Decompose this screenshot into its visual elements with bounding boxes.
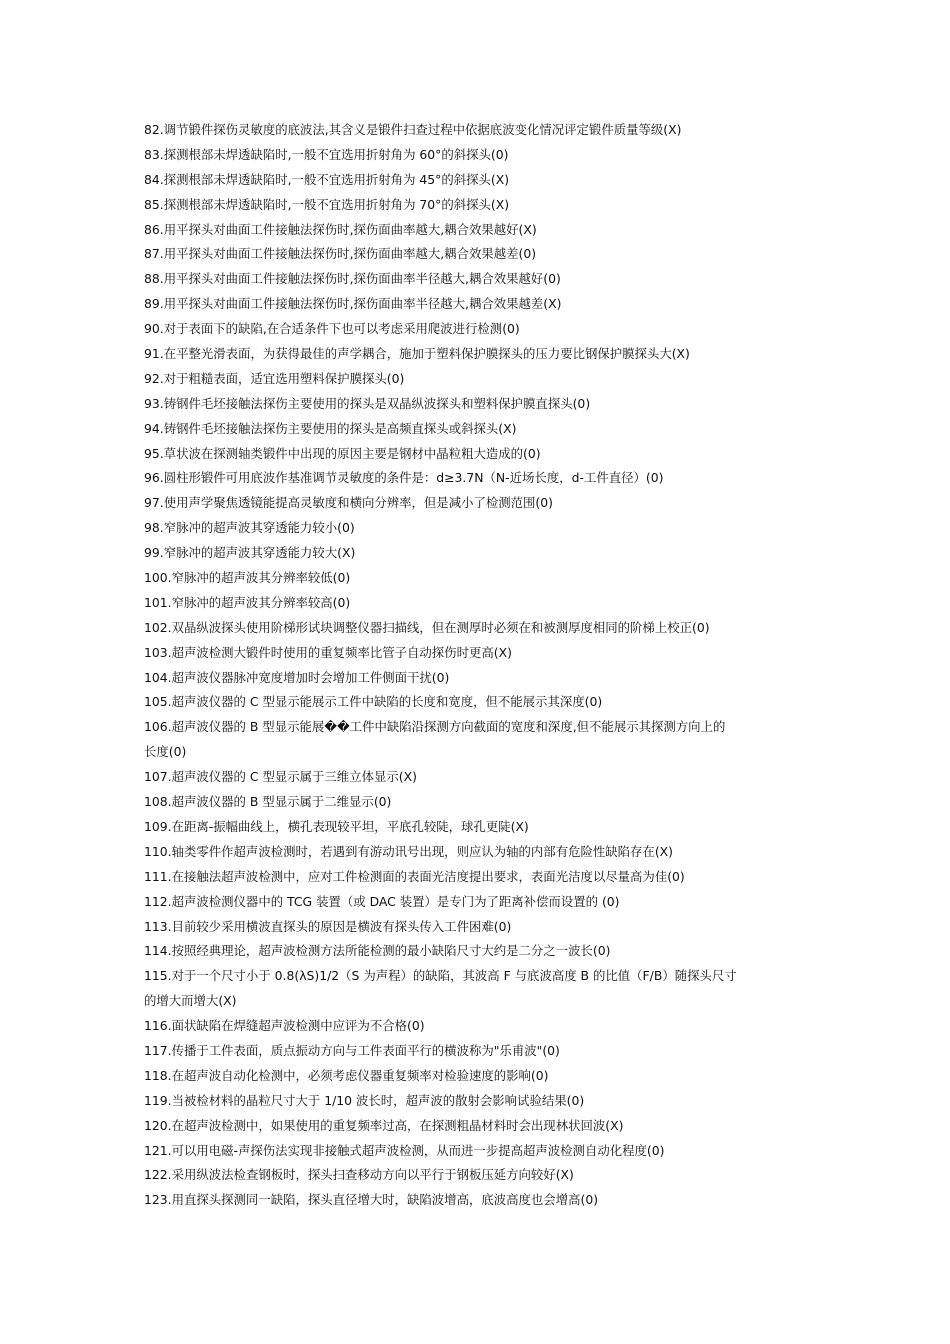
text-line-85: 85.探测根部未焊透缺陷时,一般不宜选用折射角为 70°的斜探头(X): [144, 196, 510, 212]
text-line-123: 123.用直探头探测同一缺陷，探头直径增大时，缺陷波增高，底波高度也会增高(0): [144, 1192, 599, 1208]
text-line-87: 87.用平探头对曲面工件接触法探伤时,探伤面曲率越大,耦合效果越差(0): [144, 246, 537, 262]
text-line-91: 91.在平整光滑表面，为获得最佳的声学耦合，施加于塑料保护膜探头的压力要比钢保护膜探头大(X): [144, 346, 690, 362]
text-line-104: 104.超声波仪器脉冲宽度增加时会增加工件侧面干扰(0): [144, 669, 450, 685]
text-line-113: 113.目前较少采用横波直探头的原因是横波有探头传入工件困难(0): [144, 918, 512, 934]
text-line-116: 116.面状缺陷在焊缝超声波检测中应评为不合格(0): [144, 1018, 425, 1034]
text-line-107: 107.超声波仪器的 C 型显示属于三维立体显示(X): [144, 769, 417, 785]
text-line-115-cont: 的增大而增大(X): [144, 993, 237, 1009]
text-line-100: 100.窄脉冲的超声波其分辨率较低(0): [144, 570, 351, 586]
text-line-96: 96.圆柱形锻件可用底波作基准调节灵敏度的条件是：d≥3.7N（N-近场长度，d-工件直径）(0): [144, 470, 664, 486]
text-line-112: 112.超声波检测仪器中的 TCG 装置（或 DAC 装置）是专门为了距离补偿而设置的 (0): [144, 893, 620, 909]
text-line-115: 115.对于一个尺寸小于 0.8(λS)1/2（S 为声程）的缺陷，其波高 F 与底波高度 B 的比值（F/B）随探头尺寸: [144, 968, 737, 984]
text-line-106-cont: 长度(0): [144, 744, 187, 760]
text-line-102: 102.双晶纵波探头使用阶梯形试块调整仪器扫描线，但在测厚时必须在和被测厚度相同的阶梯上校正(0): [144, 619, 710, 635]
text-line-119: 119.当被检材料的晶粒尺寸大于 1/10 波长时，超声波的散射会影响试验结果(0): [144, 1092, 585, 1108]
text-line-106: 106.超声波仪器的 B 型显示能展��工件中缺陷沿探测方向截面的宽度和深度,但不能展示其探测方向上的: [144, 719, 726, 735]
text-line-109: 109.在距离-振幅曲线上，横孔表现较平坦，平底孔较陡，球孔更陡(X): [144, 818, 529, 834]
text-line-118: 118.在超声波自动化检测中，必须考虑仪器重复频率对检验速度的影响(0): [144, 1067, 549, 1083]
text-line-95: 95.草状波在探测轴类锻件中出现的原因主要是钢材中晶粒粗大造成的(0): [144, 445, 541, 461]
text-line-121: 121.可以用电磁-声探伤法实现非接触式超声波检测，从而进一步提高超声波检测自动化程度(0): [144, 1142, 665, 1158]
text-line-98: 98.窄脉冲的超声波其穿透能力较小(0): [144, 520, 355, 536]
text-line-117: 117.传播于工件表面，质点振动方向与工件表面平行的横波称为"乐甫波"(0): [144, 1042, 560, 1058]
text-line-92: 92.对于粗糙表面，适宜选用塑料保护膜探头(0): [144, 370, 405, 386]
text-line-84: 84.探测根部未焊透缺陷时,一般不宜选用折射角为 45°的斜探头(X): [144, 171, 510, 187]
text-line-94: 94.铸钢件毛坯接触法探伤主要使用的探头是高频直探头或斜探头(X): [144, 420, 517, 436]
text-line-88: 88.用平探头对曲面工件接触法探伤时,探伤面曲率半径越大,耦合效果越好(0): [144, 271, 561, 287]
text-line-105: 105.超声波仪器的 C 型显示能展示工件中缺陷的长度和宽度，但不能展示其深度(0): [144, 694, 603, 710]
text-line-122: 122.采用纵波法检查钢板时，探头扫查移动方向以平行于钢板压延方向较好(X): [144, 1167, 574, 1183]
text-line-114: 114.按照经典理论，超声波检测方法所能检测的最小缺陷尺寸大约是二分之一波长(0): [144, 943, 611, 959]
document-page: [144, 118, 810, 1213]
text-line-99: 99.窄脉冲的超声波其穿透能力较大(X): [144, 545, 356, 561]
text-line-120: 120.在超声波检测中，如果使用的重复频率过高，在探测粗晶材料时会出现林状回波(X): [144, 1117, 624, 1133]
text-line-97: 97.使用声学聚焦透镜能提高灵敏度和横向分辨率，但是减小了检测范围(0): [144, 495, 553, 511]
text-line-110: 110.轴类零件作超声波检测时，若遇到有游动讯号出现，则应认为轴的内部有危险性缺陷存在(X): [144, 843, 673, 859]
text-line-103: 103.超声波检测大锻件时使用的重复频率比管子自动探伤时更高(X): [144, 644, 512, 660]
text-line-83: 83.探测根部未焊透缺陷时,一般不宜选用折射角为 60°的斜探头(0): [144, 146, 509, 162]
text-line-82: 82.调节锻件探伤灵敏度的底波法,其含义是锻件扫查过程中依据底波变化情况评定锻件质量等级(X): [144, 122, 682, 137]
text-line-93: 93.铸钢件毛坯接触法探伤主要使用的探头是双晶纵波探头和塑料保护膜直探头(0): [144, 395, 591, 411]
text-line-101: 101.窄脉冲的超声波其分辨率较高(0): [144, 594, 351, 610]
text-line-89: 89.用平探头对曲面工件接触法探伤时,探伤面曲率半径越大,耦合效果越差(X): [144, 296, 562, 312]
text-line-108: 108.超声波仪器的 B 型显示属于二维显示(0): [144, 794, 392, 810]
text-line-90: 90.对于表面下的缺陷,在合适条件下也可以考虑采用爬波进行检测(0): [144, 321, 520, 337]
text-line-111: 111.在接触法超声波检测中，应对工件检测面的表面光洁度提出要求，表面光洁度以尽量高为佳(0): [144, 868, 685, 884]
text-line-86: 86.用平探头对曲面工件接触法探伤时,探伤面曲率越大,耦合效果越好(X): [144, 221, 537, 237]
